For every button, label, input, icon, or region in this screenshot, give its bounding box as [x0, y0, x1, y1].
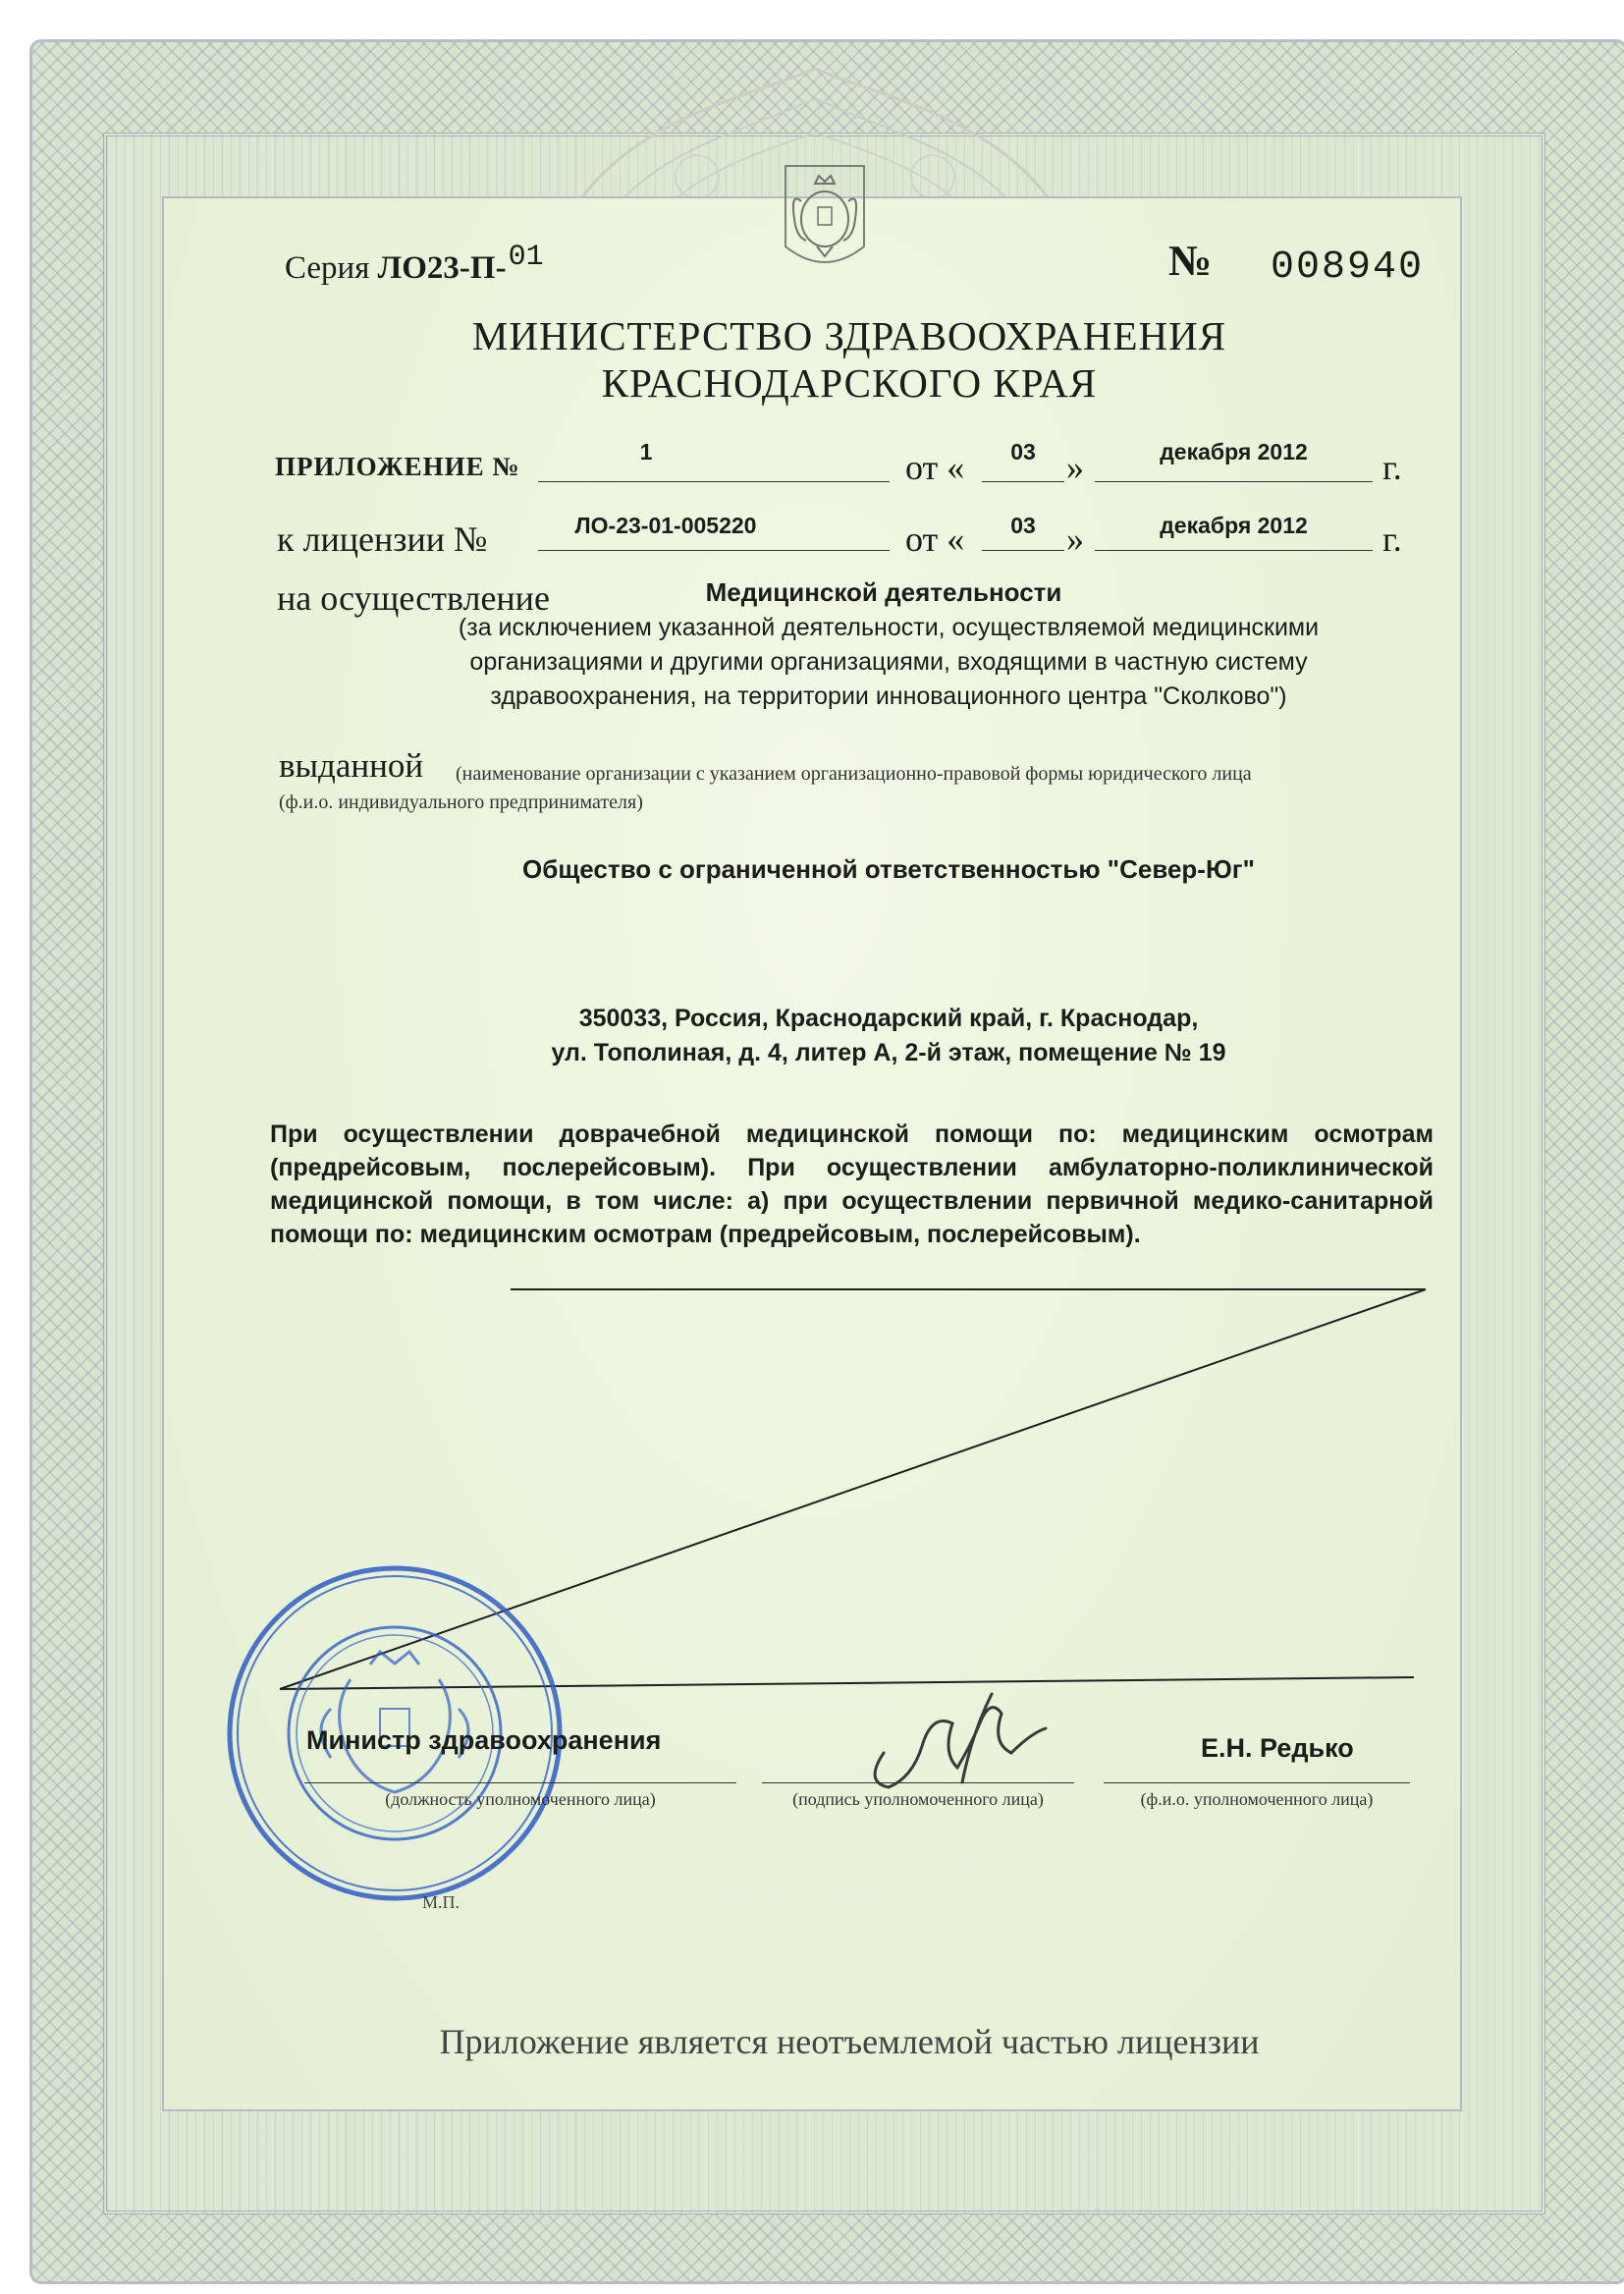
issuer-line-2: КРАСНОДАРСКОГО КРАЯ [601, 360, 1098, 406]
series-label: Серия [285, 250, 370, 286]
issuer-line-1: МИНИСТЕРСТВО ЗДРАВООХРАНЕНИЯ [471, 313, 1227, 358]
series-suffix: 01 [508, 241, 544, 274]
activity-block [550, 575, 1218, 610]
activity-line-3: здравоохранения, на территории инновационного центра "Сколково") [490, 683, 1287, 710]
caption-position: (должность уполномоченного лица) [385, 1789, 656, 1809]
name-underline [1104, 1782, 1410, 1783]
organization-name: Общество с ограниченной ответственностью "Север-Юг" [522, 854, 1255, 884]
license-from-label: от « [905, 519, 965, 559]
seal-place-mark: М.П. [422, 1892, 460, 1912]
license-month-year: декабря 2012 [1160, 513, 1308, 538]
signature-underline [762, 1782, 1074, 1783]
number-sign: № [1168, 237, 1213, 285]
license-number-underline [538, 550, 890, 551]
issued-to-hint-2: (ф.и.о. индивидуального предпринимателя) [279, 792, 643, 813]
address-line-2: ул. Тополиная, д. 4, литер А, 2-й этаж, помещение № 19 [551, 1039, 1226, 1066]
appendix-date-underline [1095, 481, 1373, 482]
activity-label: на осуществление [277, 578, 550, 618]
activity-description [373, 611, 1404, 714]
appendix-label: ПРИЛОЖЕНИЕ № [275, 452, 520, 481]
appendix-day-close: » [1066, 448, 1084, 487]
coat-of-arms-icon [783, 162, 867, 280]
license-day: 03 [1010, 513, 1036, 538]
license-day-underline [982, 550, 1064, 551]
appendix-number-underline [538, 481, 890, 482]
appendix-day: 03 [1010, 439, 1036, 464]
footer-note: Приложение является неотъемлемой частью лицензии [439, 2022, 1260, 2061]
appendix-month-year: декабря 2012 [1160, 439, 1308, 464]
position-underline [304, 1782, 736, 1783]
series-value: ЛО23-П- [377, 250, 507, 286]
license-label: к лицензии № [277, 519, 488, 559]
scope-text: При осуществлении доврачебной медицинской помощи по: медицинским осмотрам (предрейсовым, послерейсовым). При осуществлении амбулаторно-поликлинической медицинской помощи, в том числе: а) при осуществлении первичной медико-санитарной помощи по: медицинским осмотрам (предрейсовым, послерейсовым). [270, 1120, 1434, 1248]
license-day-close: » [1066, 519, 1084, 559]
series-line [285, 241, 544, 287]
address-line-1: 350033, Россия, Краснодарский край, г. Краснодар, [578, 1005, 1199, 1032]
address-block [373, 1002, 1404, 1070]
caption-signature: (подпись уполномоченного лица) [792, 1789, 1044, 1809]
activity-line-1: (за исключением указанной деятельности, осуществляемой медицинскими [458, 614, 1320, 641]
license-date-underline [1095, 550, 1373, 551]
license-year-suffix: г. [1382, 519, 1402, 559]
caption-name: (ф.и.о. уполномоченного лица) [1140, 1789, 1374, 1809]
appendix-number: 1 [639, 439, 653, 464]
form-number: 008940 [1271, 246, 1425, 290]
appendix-year-suffix: г. [1382, 448, 1402, 487]
appendix-from-label: от « [905, 448, 965, 487]
activity-title: Медицинской деятельности [705, 577, 1062, 607]
signatory-name: Е.Н. Редько [1201, 1733, 1354, 1763]
appendix-day-underline [982, 481, 1064, 482]
activity-line-2: организациями и другими организациями, входящими в частную систему [469, 648, 1308, 676]
issued-to-hint-1: (наименование организации с указанием организационно-правовой формы юридического лица [456, 763, 1252, 785]
license-number: ЛО-23-01-005220 [574, 513, 757, 538]
issued-to-label: выданной [279, 746, 424, 785]
signatory-position: Министр здравоохранения [306, 1725, 662, 1755]
